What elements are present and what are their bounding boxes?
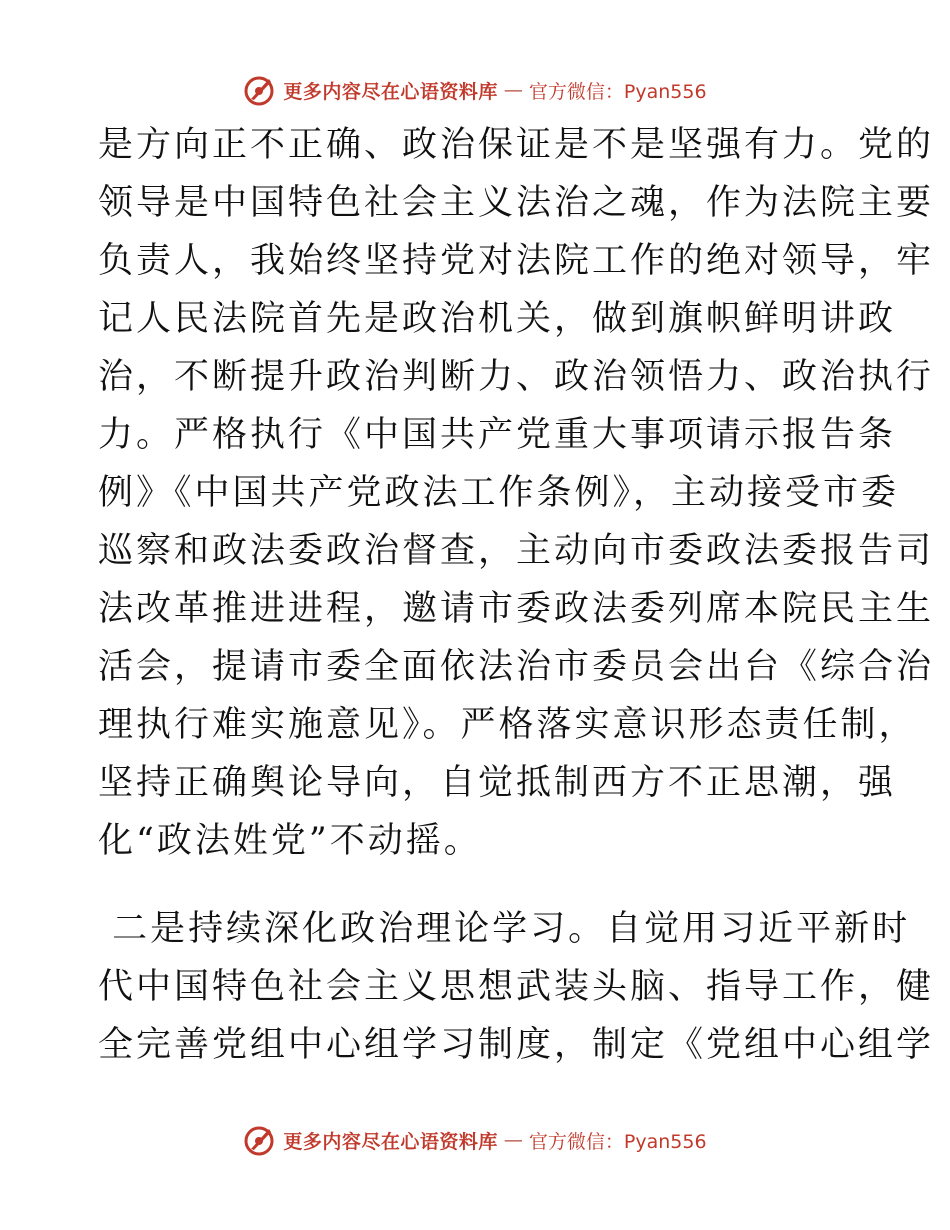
quill-logo-icon bbox=[243, 73, 277, 107]
paragraph-gap bbox=[98, 870, 858, 900]
text-line: 活会，提请市委全面依法治市委员会出台《综合治 bbox=[98, 647, 935, 687]
text-line: 力。严格执行《中国共产党重大事项请示报告条 bbox=[98, 415, 897, 455]
paragraph-1 bbox=[98, 116, 935, 870]
text-line: 理执行难实施意见》。严格落实意识形态责任制， bbox=[98, 705, 917, 745]
footer-watermark bbox=[0, 1120, 950, 1160]
footer-wechat-text: 官方微信：Pyan556 bbox=[528, 1130, 707, 1153]
text-line: 化“政法姓党”不动摇。 bbox=[98, 821, 482, 861]
footer-separator: — bbox=[503, 1129, 523, 1151]
text-line: 记人民法院首先是政治机关，做到旗帜鲜明讲政 bbox=[98, 299, 897, 339]
text-line: 负责人，我始终坚持党对法院工作的绝对领导，牢 bbox=[98, 241, 935, 281]
text-line: 二是持续深化政治理论学习。自觉用习近平新时 bbox=[98, 909, 911, 949]
text-line: 治，不断提升政治判断力、政治领悟力、政治执行 bbox=[98, 357, 935, 397]
text-line: 全完善党组中心组学习制度，制定《党组中心组学 bbox=[98, 1025, 935, 1065]
paragraph-2 bbox=[98, 900, 935, 1074]
header-separator: — bbox=[503, 79, 523, 101]
text-line: 坚持正确舆论导向，自觉抵制西方不正思潮，强 bbox=[98, 763, 897, 803]
document-body bbox=[98, 116, 935, 1074]
header-site-text: 更多内容尽在心语资料库 bbox=[283, 80, 498, 103]
text-line: 法改革推进进程，邀请市委政法委列席本院民主生 bbox=[98, 589, 935, 629]
text-line: 例》《中国共产党政法工作条例》，主动接受市委 bbox=[98, 473, 900, 513]
quill-logo-icon bbox=[243, 1123, 277, 1157]
text-line: 巡察和政法委政治督查，主动向市委政法委报告司 bbox=[98, 531, 935, 571]
footer-site-text: 更多内容尽在心语资料库 bbox=[283, 1130, 498, 1153]
text-line: 领导是中国特色社会主义法治之魂，作为法院主要 bbox=[98, 183, 935, 223]
header-wechat-text: 官方微信：Pyan556 bbox=[528, 80, 707, 103]
text-line: 代中国特色社会主义思想武装头脑、指导工作，健 bbox=[98, 967, 935, 1007]
text-line: 是方向正不正确、政治保证是不是坚强有力。党的 bbox=[98, 125, 935, 165]
header-watermark bbox=[0, 70, 950, 110]
